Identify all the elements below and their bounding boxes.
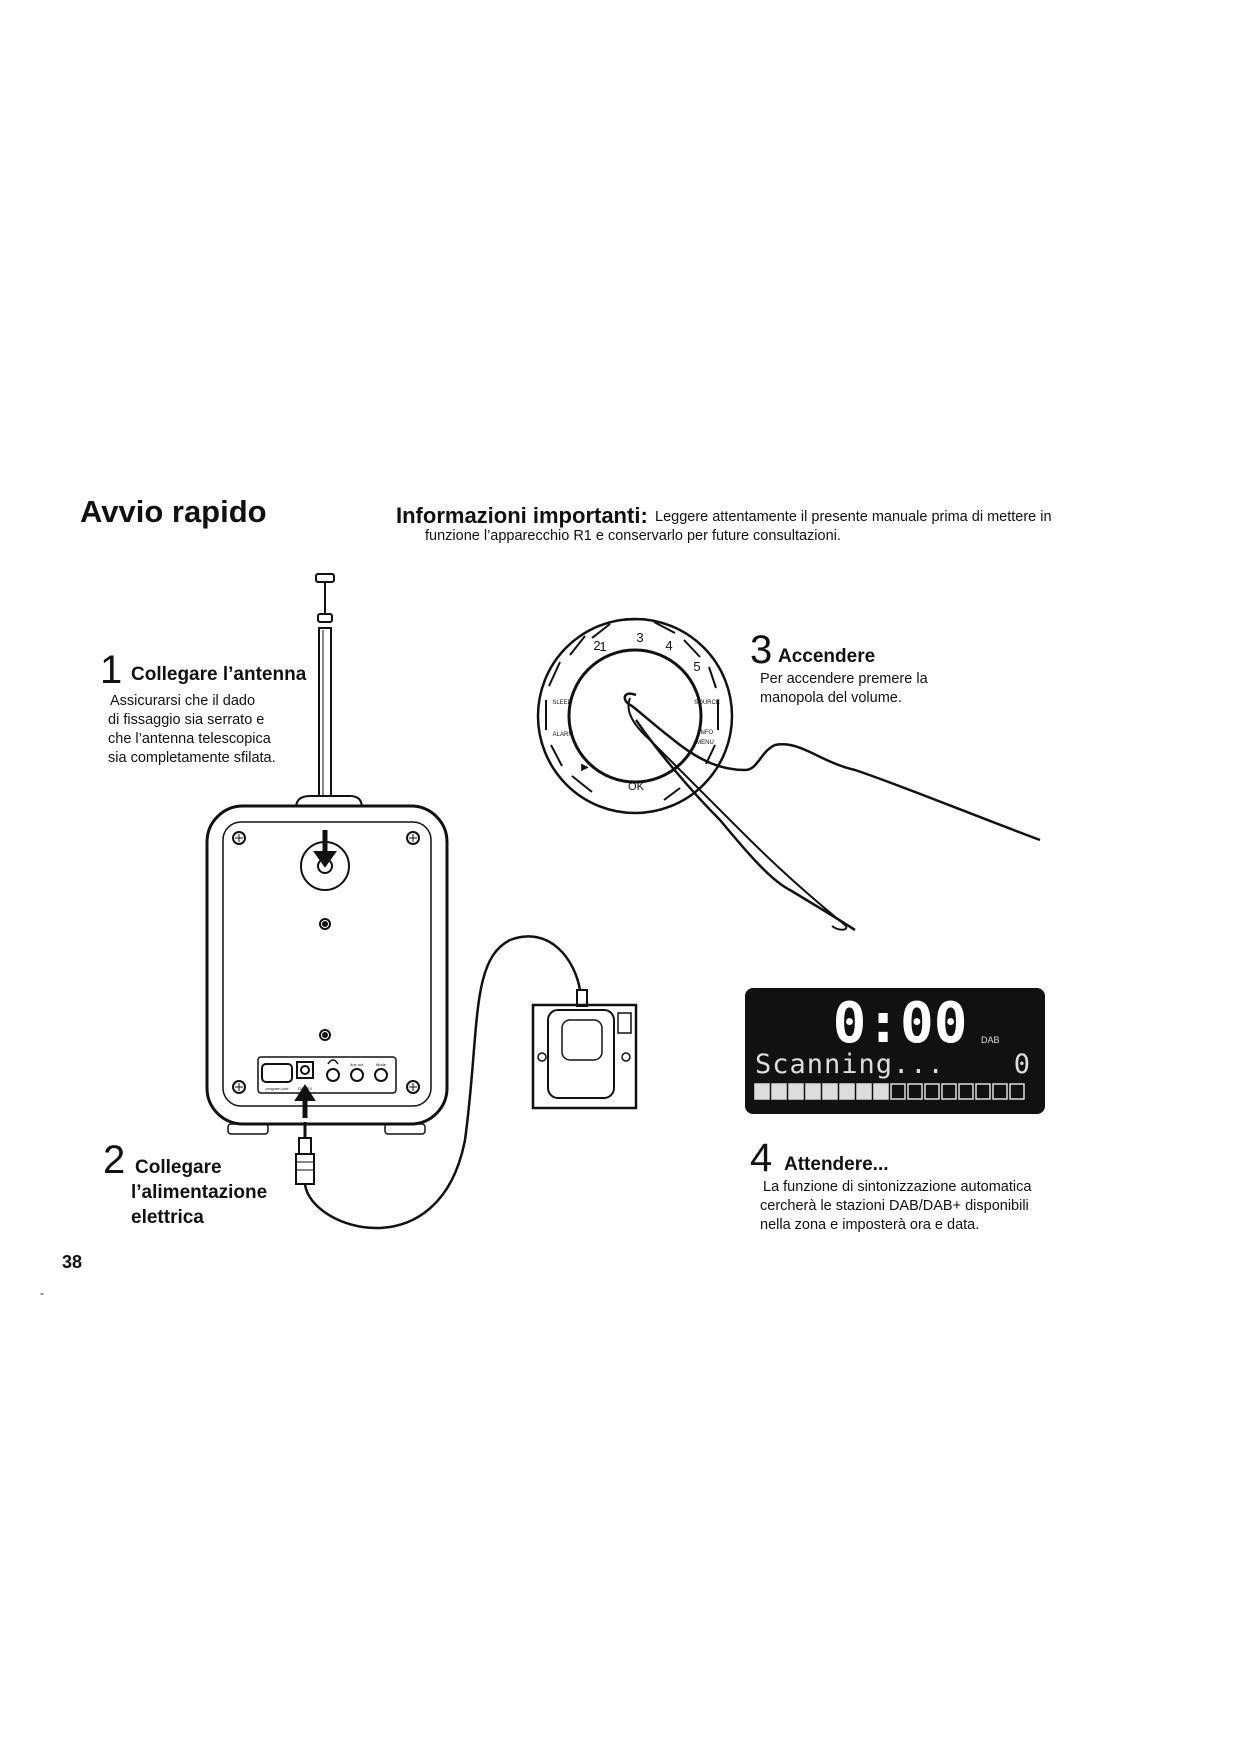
step-3-line: manopola del volume.: [760, 690, 902, 706]
knob-button-ok[interactable]: OK: [628, 781, 644, 793]
progress-segment: [755, 1084, 769, 1099]
info-text-line2: funzione l’apparecchio R1 e conservarlo per future consultazioni.: [425, 528, 841, 544]
power-plug-icon: [296, 1122, 314, 1184]
wall-socket-icon: [533, 990, 636, 1108]
step-4-line: cercherà le stazioni DAB/DAB+ disponibili: [760, 1198, 1029, 1214]
knob-button-info[interactable]: INFO: [698, 730, 714, 736]
knob-button-5[interactable]: 5: [693, 659, 701, 674]
progress-segment: [874, 1084, 888, 1099]
progress-segment: [823, 1084, 837, 1099]
knob-button-play[interactable]: ▶: [581, 762, 589, 773]
step-4-number: 4: [750, 1136, 773, 1180]
step-1-title: Collegare l’antenna: [131, 664, 307, 685]
step-2-title-line: elettrica: [131, 1207, 204, 1228]
step-3-title: Accendere: [778, 646, 876, 667]
display-count: 0: [1013, 1049, 1030, 1080]
info-heading: Informazioni importanti:: [396, 503, 648, 528]
knob-button-4[interactable]: 4: [665, 638, 673, 653]
progress-segment: [806, 1084, 820, 1099]
port-label-program: program port: [265, 1086, 289, 1091]
knob-button-3[interactable]: 3: [636, 630, 644, 645]
display-time: 0:00: [832, 991, 968, 1056]
step-3-line: Per accendere premere la: [760, 671, 928, 687]
step-1-line: Assicurarsi che il dado: [110, 693, 256, 709]
info-text-line1: Leggere attentamente il presente manuale prima di mettere in: [655, 509, 1052, 525]
knob-button-alarm[interactable]: ALARM: [552, 732, 574, 738]
progress-segment: [857, 1084, 871, 1099]
step-1-line: di fissaggio sia serrato e: [108, 712, 265, 728]
step-2-title-line: l’alimentazione: [131, 1182, 268, 1203]
port-label-mode: Mode: [375, 1062, 387, 1067]
knob-button-2[interactable]: 2: [593, 638, 601, 653]
progress-segment: [840, 1084, 854, 1099]
step-4-title: Attendere...: [784, 1154, 889, 1175]
step-3-number: 3: [750, 628, 773, 672]
progress-segment: [789, 1084, 803, 1099]
step-2-number: 2: [103, 1138, 126, 1182]
page-title: Avvio rapido: [80, 494, 267, 529]
step-1-number: 1: [100, 648, 123, 692]
knob-button-1[interactable]: 1: [599, 639, 607, 654]
port-label-lineout: line out: [350, 1062, 364, 1067]
step-1-line: che l’antenna telescopica: [108, 731, 271, 747]
antenna-icon: [316, 574, 334, 798]
display-status: Scanning...: [755, 1049, 945, 1080]
step-1-line: sia completamente sfilata.: [108, 750, 276, 766]
lcd-display: [745, 988, 1045, 1114]
step-2-title-line: Collegare: [135, 1157, 222, 1178]
step-4-line: La funzione di sintonizzazione automatica: [763, 1179, 1032, 1195]
knob-button-source[interactable]: SOURCE: [694, 700, 720, 706]
port-label-dc: DC 12V: [297, 1086, 313, 1091]
page-number: 38: [62, 1252, 83, 1272]
footer-mark: -: [40, 1286, 44, 1300]
knob-button-sleep[interactable]: SLEEP: [552, 700, 572, 706]
progress-segment: [772, 1084, 786, 1099]
knob-button-menu[interactable]: MENU: [696, 740, 714, 746]
step-4-line: nella zona e imposterà ora e data.: [760, 1217, 980, 1233]
display-band: DAB: [981, 1035, 1000, 1045]
